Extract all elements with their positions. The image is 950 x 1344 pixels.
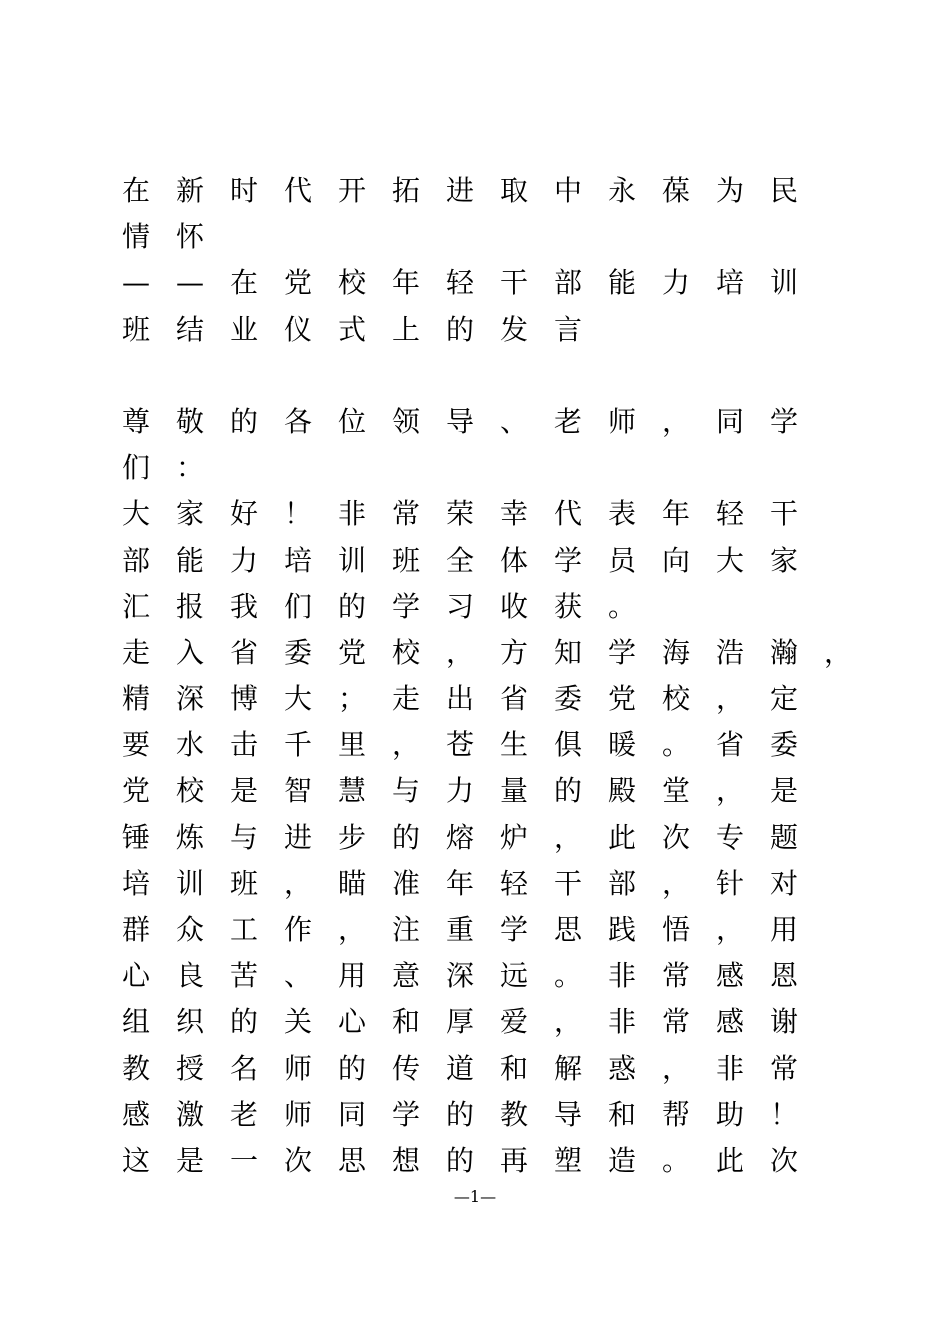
- subtitle-line-2: 班结业仪式上的发言: [122, 312, 609, 346]
- paragraph-2-line-1: 走入省委党校，方知学海浩瀚，: [122, 635, 879, 669]
- paragraph-2-line-2: 精深博大；走出省委党校，定: [122, 682, 825, 716]
- paragraph-2-line-4: 党校是智慧与力量的殿堂，是: [122, 774, 825, 808]
- salutation-line-2: 们：: [122, 451, 231, 485]
- paragraph-2-line-9: 组织的关心和厚爱，非常感谢: [122, 1005, 825, 1039]
- page-number: —1—: [453, 1187, 497, 1206]
- paragraph-1-line-1: 大家好！非常荣幸代表年轻干: [122, 497, 825, 531]
- paragraph-2-line-10: 教授名师的传道和解惑，非常: [122, 1051, 825, 1085]
- title-line-2: 情怀: [122, 220, 231, 254]
- paragraph-1-line-2: 部能力培训班全体学员向大家: [122, 543, 825, 577]
- paragraph-2-line-11: 感激老师同学的教导和帮助！: [122, 1097, 825, 1131]
- paragraph-2-line-5: 锤炼与进步的熔炉，此次专题: [122, 820, 825, 854]
- paragraph-2-line-7: 群众工作，注重学思践悟，用: [122, 913, 825, 946]
- title-line-1: 在新时代开拓进取中永葆为民: [122, 174, 825, 207]
- blank-line: [122, 353, 812, 399]
- paragraph-3-line-1: 这是一次思想的再塑造。此次: [122, 1143, 825, 1177]
- subtitle-line-1: ——在党校年轻干部能力培训: [122, 266, 825, 300]
- salutation-line-1: 尊敬的各位领导、老师，同学: [122, 404, 825, 438]
- paragraph-1-line-3: 汇报我们的学习收获。: [122, 589, 663, 623]
- paragraph-2-line-6: 培训班，瞄准年轻干部，针对: [122, 866, 825, 900]
- paragraph-2-line-8: 心良苦、用意深远。非常感恩: [122, 959, 825, 993]
- document-body: [122, 168, 879, 1184]
- paragraph-2-line-3: 要水击千里，苍生俱暖。省委: [122, 728, 825, 762]
